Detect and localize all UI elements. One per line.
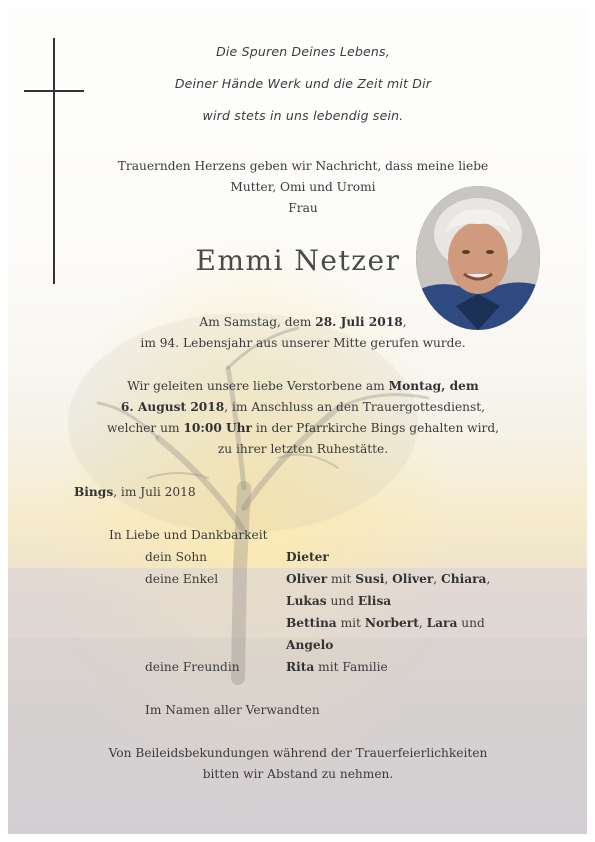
grandchildren-line-1 [286,572,490,586]
place-date-text: , im Juli 2018 [113,485,196,499]
friend-label: deine Freundin [145,660,240,674]
funeral-text-3: welcher um [106,421,184,435]
funeral-text: Wir geleiten unsere liebe Verstorbene am [127,379,389,393]
relatives-line: Im Namen aller Verwandten [145,703,320,717]
place-town: Bings [74,485,114,499]
death-text: Am Samstag, dem [199,315,316,329]
friend-name-text: Rita [286,660,315,674]
grandchild: Lara [426,616,458,630]
grandchildren-line-2 [286,594,391,608]
grandchild: Lukas [286,594,327,608]
connector: mit [327,572,356,586]
place-date [74,485,196,499]
closing-line-2: bitten wir Abstand zu nehmen. [202,767,394,781]
cross-horizontal-bar [24,90,84,92]
friend-name [286,660,388,674]
verse-line-1: Die Spuren Deines Lebens, [216,44,390,59]
grandchild: Susi [355,572,385,586]
grandchild: Bettina [286,616,337,630]
closing-line-1: Von Beileidsbekundungen während der Trauerfeierlichkeiten [108,746,488,760]
connector: und [457,616,485,630]
connector: , [433,572,442,586]
intro-line-1: Trauernden Herzens geben wir Nachricht, dass meine liebe [117,159,489,173]
son-name [286,550,329,564]
funeral-time: 10:00 Uhr [183,421,252,435]
grandchildren-line-4 [286,638,333,652]
death-date: 28. Juli 2018 [315,315,403,329]
funeral-day: Montag, dem [388,379,479,393]
funeral-line-4: zu ihrer letzten Ruhestätte. [217,442,389,456]
verse-line-3: wird stets in uns lebendig sein. [202,108,404,123]
funeral-location: in der Pfarrkirche Bings gehalten wird, [251,421,500,435]
funeral-line-2 [58,397,548,418]
verse-line-2: Deiner Hände Werk und die Zeit mit Dir [174,76,432,91]
death-line-1 [68,312,538,333]
connector: mit [336,616,365,630]
connector: , [384,572,393,586]
funeral-date: 6. August 2018 [120,400,225,414]
death-comma: , [402,315,407,329]
son-label: dein Sohn [145,550,208,564]
grandchild: Angelo [286,638,334,652]
grandchild: Elisa [357,594,392,608]
portrait-photo [416,186,540,330]
funeral-line-3 [58,418,548,439]
grandchildren-label: deine Enkel [145,572,219,586]
connector: und [326,594,358,608]
death-line-2: im 94. Lebensjahr aus unserer Mitte gerufen wurde. [140,336,466,350]
mourners-intro: In Liebe und Dankbarkeit [109,528,268,542]
deceased-name: Emmi Netzer [195,244,401,277]
grandchild: Oliver [392,572,434,586]
son-name-text: Dieter [286,550,329,564]
grandchildren-line-3 [286,616,485,630]
cross-vertical-bar [53,38,55,284]
grandchild: Chiara [441,572,487,586]
funeral-line-1 [58,376,548,397]
portrait-image [416,186,540,330]
grandchild: Oliver [286,572,328,586]
grandchild: Norbert [364,616,419,630]
connector: , [418,616,427,630]
intro-line-3: Frau [288,201,318,215]
connector: , [486,572,491,586]
friend-family: mit Familie [314,660,388,674]
intro-line-2: Mutter, Omi und Uromi [230,180,376,194]
obituary-sheet [8,8,587,834]
funeral-text-2: , im Anschluss an den Trauergottesdienst, [224,400,486,414]
